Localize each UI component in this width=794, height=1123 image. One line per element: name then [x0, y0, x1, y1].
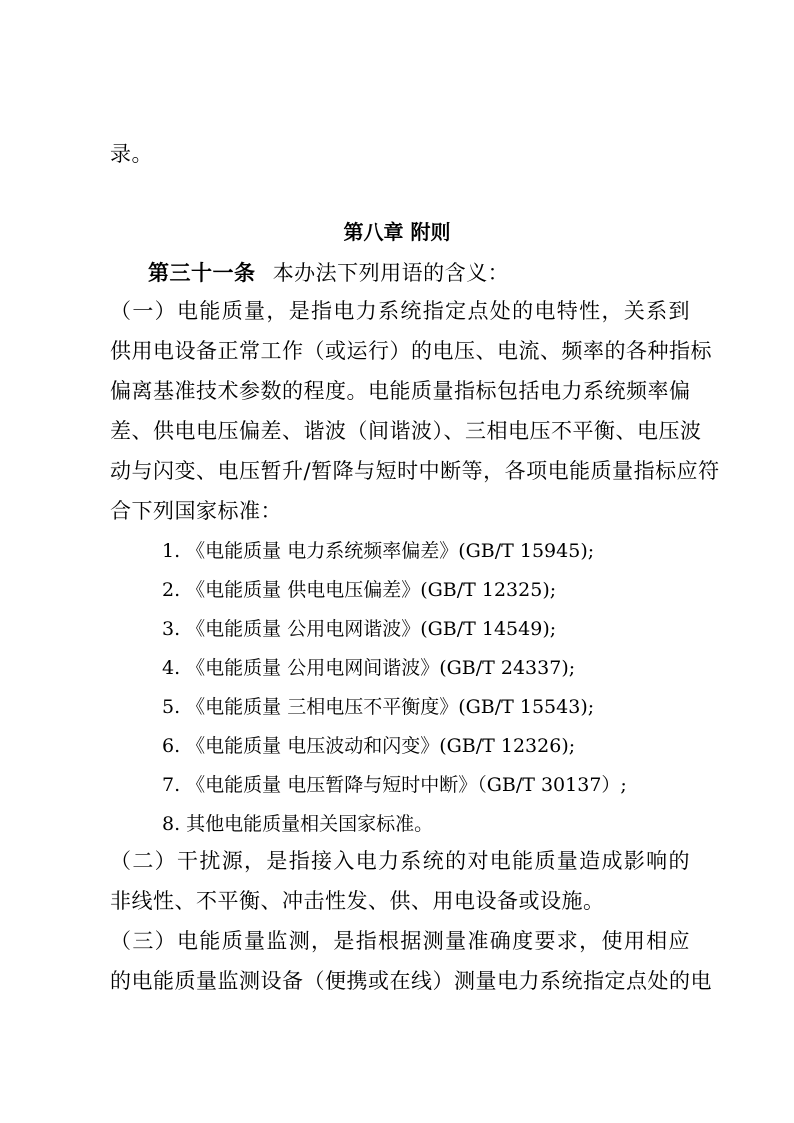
continuation-text: 录。 — [110, 142, 153, 166]
chapter-title: 第八章 附则 — [343, 220, 451, 244]
standard-item-4: 4. 《电能质量 公用电网间谐波》(GB/T 24337); — [162, 657, 576, 679]
paragraph-2-line-2: 非线性、不平衡、冲击性发、供、用电设备或设施。 — [110, 889, 605, 913]
article-text: 本办法下列用语的含义： — [272, 261, 510, 285]
standard-item-1: 1. 《电能质量 电力系统频率偏差》(GB/T 15945); — [162, 540, 595, 562]
paragraph-1-line-4: 差、供电电压偏差、谐波（间谐波）、三相电压不平衡、电压波 — [110, 419, 702, 443]
paragraph-3-line-1: （三）电能质量监测，是指根据测量准确度要求，使用相应 — [110, 929, 690, 953]
standard-item-5: 5. 《电能质量 三相电压不平衡度》(GB/T 15543); — [162, 696, 595, 718]
paragraph-1-line-3: 偏离基准技术参数的程度。电能质量指标包括电力系统频率偏 — [110, 379, 691, 403]
article-label: 第三十一条 — [148, 261, 256, 285]
paragraph-1-line-6: 合下列国家标准： — [110, 499, 282, 523]
paragraph-3-line-2: 的电能质量监测设备（便携或在线）测量电力系统指定点处的电 — [110, 969, 712, 993]
standard-item-6: 6. 《电能质量 电压波动和闪变》(GB/T 12326); — [162, 735, 576, 757]
paragraph-1-line-1: （一）电能质量，是指电力系统指定点处的电特性，关系到 — [110, 299, 690, 323]
paragraph-1-line-5: 动与闪变、电压暂升/暂降与短时中断等，各项电能质量指标应符 — [110, 459, 720, 483]
paragraph-1-line-2: 供用电设备正常工作（或运行）的电压、电流、频率的各种指标 — [110, 339, 712, 363]
paragraph-2-line-1: （二）干扰源，是指接入电力系统的对电能质量造成影响的 — [110, 849, 690, 873]
standard-item-7: 7. 《电能质量 电压暂降与短时中断》（GB/T 30137）; — [162, 774, 627, 796]
standard-item-8: 8. 其他电能质量相关国家标准。 — [162, 813, 434, 835]
standard-item-2: 2. 《电能质量 供电电压偏差》(GB/T 12325); — [162, 579, 557, 601]
standard-item-3: 3. 《电能质量 公用电网谐波》(GB/T 14549); — [162, 618, 557, 640]
article-heading — [148, 258, 728, 288]
